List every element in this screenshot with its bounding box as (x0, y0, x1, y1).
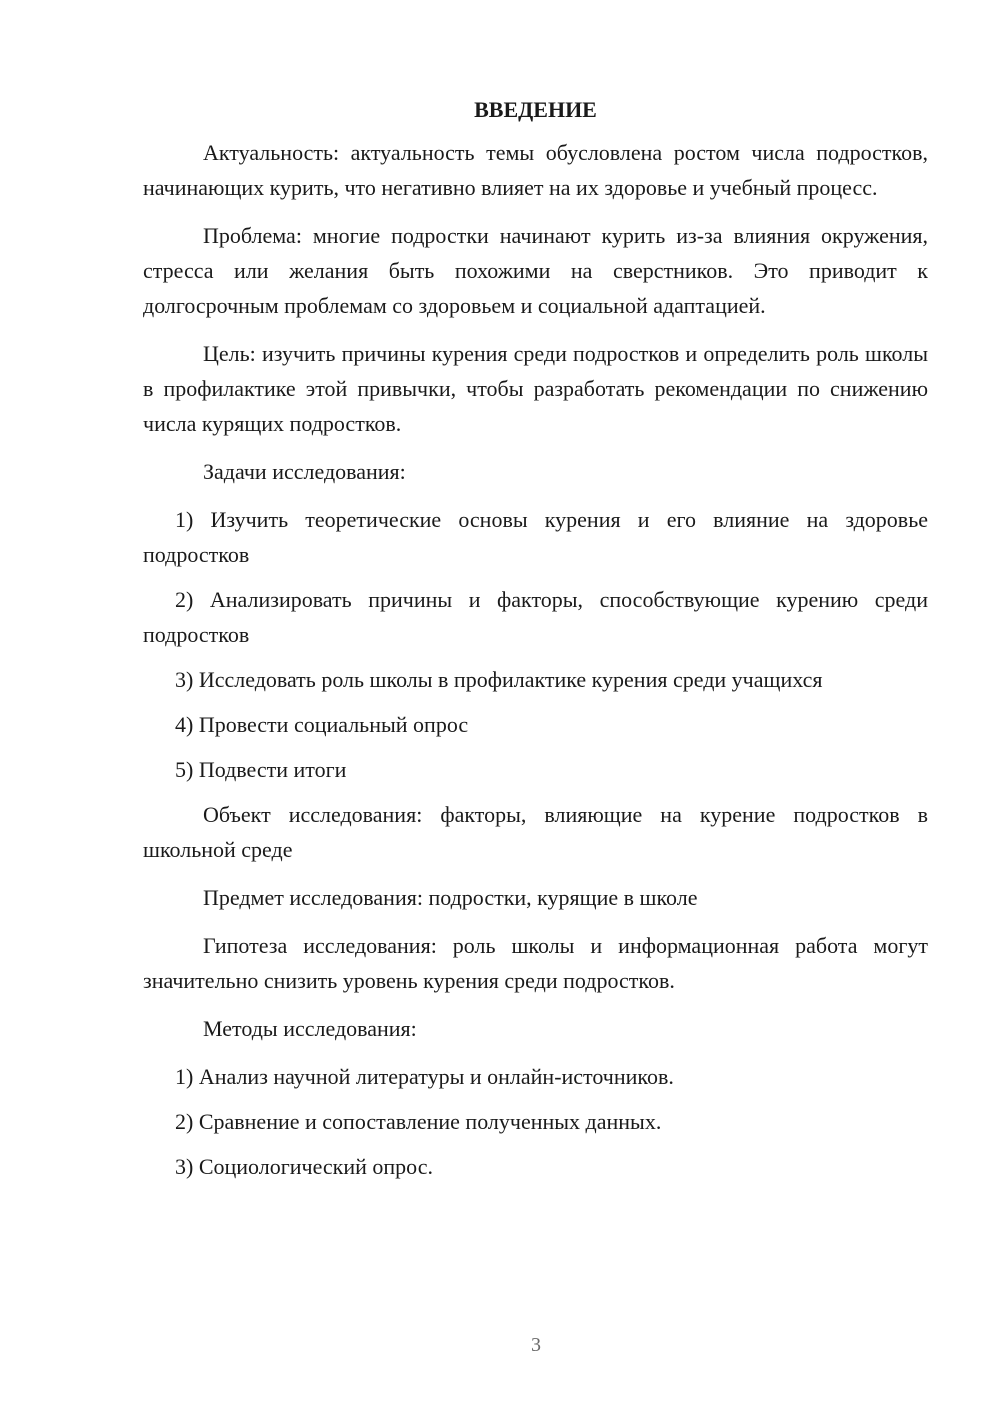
relevance-paragraph: Актуальность: актуальность темы обусловлена ростом числа подростков, начинающих курить, что негативно влияет на их здоровье и учебный процесс. (143, 140, 928, 200)
method-item: 2) Сравнение и сопоставление полученных данных. (175, 1109, 662, 1134)
task-item: 4) Провести социальный опрос (175, 712, 469, 737)
tasks-heading: Задачи исследования: (203, 459, 406, 484)
problem-paragraph: Проблема: многие подростки начинают курить из-за влияния окружения, стресса или желания быть похожими на сверстников. Это приводит к долгосрочным проблемам со здоровьем и социальной адаптацией. (143, 223, 928, 318)
document-body (143, 92, 928, 1194)
task-item: 5) Подвести итоги (175, 757, 347, 782)
object-paragraph: Объект исследования: факторы, влияющие на курение подростков в школьной среде (143, 802, 928, 862)
task-item: 2) Анализировать причины и факторы, способствующие курению среди подростков (143, 587, 928, 647)
method-item: 1) Анализ научной литературы и онлайн-источников. (175, 1064, 674, 1089)
subject-paragraph: Предмет исследования: подростки, курящие в школе (203, 885, 698, 910)
method-item: 3) Социологический опрос. (175, 1154, 433, 1179)
task-item: 1) Изучить теоретические основы курения и его влияние на здоровье подростков (143, 507, 928, 567)
section-title: ВВЕДЕНИЕ (474, 97, 597, 122)
page-number: 3 (531, 1334, 541, 1356)
hypothesis-paragraph: Гипотеза исследования: роль школы и информационная работа могут значительно снизить уровень курения среди подростков. (143, 933, 928, 993)
methods-heading: Методы исследования: (203, 1016, 417, 1041)
goal-paragraph: Цель: изучить причины курения среди подростков и определить роль школы в профилактике этой привычки, чтобы разработать рекомендации по снижению числа курящих подростков. (143, 341, 928, 436)
task-item: 3) Исследовать роль школы в профилактике курения среди учащихся (175, 667, 823, 692)
